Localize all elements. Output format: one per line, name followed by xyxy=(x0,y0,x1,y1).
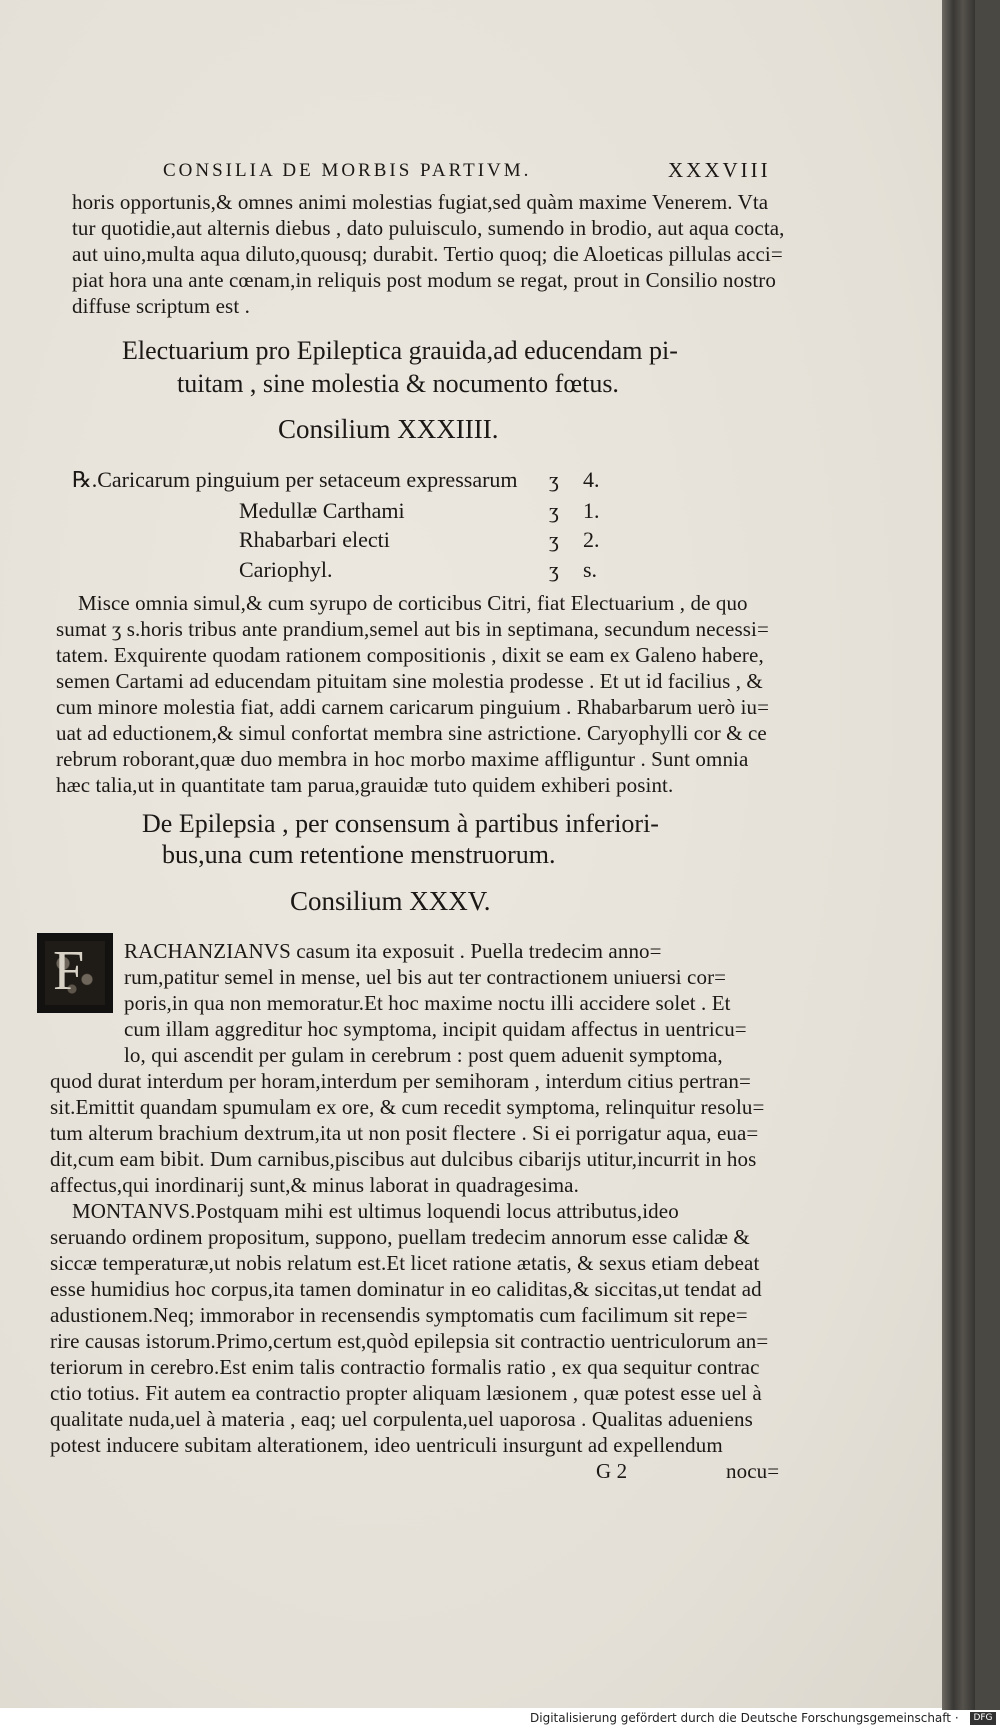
recipe-unit: ʒ xyxy=(549,557,559,582)
paragraph-line: adustionem.Neq; immorabor in recensendis symptomatis cum facilimum sit repe= xyxy=(50,1303,748,1327)
paragraph-line: siccæ temperaturæ,ut nobis relatum est.Et licet ratione ætatis, & sexus etiam debeat xyxy=(50,1251,760,1275)
section-title-line: De Epilepsia , per consensum à partibus inferiori- xyxy=(142,809,659,838)
section-title-line: Electuarium pro Epileptica grauida,ad educendam pi- xyxy=(122,336,678,365)
continuation-line: piat hora una ante cœnam,in reliquis post modum se regat, prout in Consilio nostro xyxy=(72,268,776,292)
decorated-initial xyxy=(37,933,113,1013)
paragraph-line: rum,patitur semel in mense, uel bis aut ter contractionem uniuersi cor= xyxy=(124,965,727,989)
paragraph-line: cum illam aggreditur hoc symptoma, incipit quidam affectus in uentricu= xyxy=(124,1017,747,1041)
paragraph-line: lo, qui ascendit per gulam in cerebrum : post quem aduenit symptoma, xyxy=(124,1043,723,1067)
paragraph-line: esse humidius hoc corpus,ita tamen dominatur in eo caliditas,& siccitas,ut tendat ad xyxy=(50,1277,762,1301)
digitization-credit: Digitalisierung gefördert durch die Deutsche Forschungsgemeinschaft · xyxy=(530,1711,959,1725)
paragraph-line: sumat ʒ s.horis tribus ante prandium,semel aut bis in septimana, secundum necessi= xyxy=(56,617,769,641)
section-title-line: bus,una cum retentione menstruorum. xyxy=(162,840,556,869)
paragraph-line: Misce omnia simul,& cum syrupo de corticibus Citri, fiat Electuarium , de quo xyxy=(78,591,748,615)
paragraph-line: sit.Emittit quandam spumulam ex ore, & cum recedit symptoma, relinquitur resolu= xyxy=(50,1095,765,1119)
paragraph-line: affectus,qui inordinarij sunt,& minus laborat in quadragesima. xyxy=(50,1173,579,1197)
paragraph-line: potest inducere subitam alterationem, ideo uentriculi insurgunt ad expellendum xyxy=(50,1433,723,1457)
continuation-line: horis opportunis,& omnes animi molestias fugiat,sed quàm maxime Venerem. Vta xyxy=(72,190,769,214)
consilium-heading: Consilium XXXIIII. xyxy=(278,414,499,444)
paragraph-line: cum minore molestia fiat, addi carnem caricarum pinguium . Rhabarbarum uerò iu= xyxy=(56,695,770,719)
recipe-unit: ʒ xyxy=(549,498,559,523)
paragraph-line: poris,in qua non memoratur.Et hoc maxime noctu illi accidere solet . Et xyxy=(124,991,731,1015)
continuation-line: aut uino,multa aqua diluto,quousq; durabit. Tertio quoq; die Aloeticas pillulas acci= xyxy=(72,242,783,266)
paragraph-line: tum alterum brachium dextrum,ita ut non posit flectere . Si ei porrigatur aqua, eua= xyxy=(50,1121,759,1145)
paragraph-line: seruando ordinem propositum, suppono, puellam tredecim annorum esse calidæ & xyxy=(50,1225,750,1249)
recipe-quantity: 4. xyxy=(583,467,600,492)
recipe-quantity: 1. xyxy=(583,498,600,523)
paragraph-line: quod durat interdum per horam,interdum per semihoram , interdum citius pertran= xyxy=(50,1069,751,1093)
paragraph-line: qualitate nuda,uel à materia , eaq; uel corpulenta,uel uaporosa . Qualitas adueniens xyxy=(50,1407,753,1431)
running-title: CONSILIA DE MORBIS PARTIVM. xyxy=(163,160,532,181)
recipe-ingredient: Rhabarbari electi xyxy=(239,527,390,552)
paragraph-line: tatem. Exquirente quodam rationem compositionis , dixit se eam ex Galeno habere, xyxy=(56,643,764,667)
recipe-unit: ʒ xyxy=(549,467,559,492)
section-title-line: tuitam , sine molestia & nocumento fœtus. xyxy=(177,369,619,398)
paragraph-line: rire causas istorum.Primo,certum est,quòd epilepsia sit contractio uentriculorum an= xyxy=(50,1329,769,1353)
page-edge-shade xyxy=(975,0,1000,1710)
paragraph-line: dit,cum eam bibit. Dum carnibus,piscibus aut dulcibus cibarijs utitur,incurrit in hos xyxy=(50,1147,757,1171)
recipe-quantity: 2. xyxy=(583,527,600,552)
paragraph-line: semen Cartami ad educendam pituitam sine molestia prodesse . Et ut id facilius , & xyxy=(56,669,763,693)
paragraph-line: ctio totius. Fit autem ea contractio propter aliquam læsionem , quæ potest esse uel à xyxy=(50,1381,762,1405)
recipe-unit: ʒ xyxy=(549,527,559,552)
continuation-line: diffuse scriptum est . xyxy=(72,294,250,318)
continuation-line: tur quotidie,aut alternis diebus , dato puluisculo, sumendo in brodio, aut aqua cocta, xyxy=(72,216,785,240)
paragraph-line: rebrum roborant,quæ duo membra in hoc morbo maxime affliguntur . Sunt omnia xyxy=(56,747,749,771)
paragraph-line: RACHANZIANVS casum ita exposuit . Puella tredecim anno= xyxy=(124,939,662,963)
paragraph-line: teriorum in cerebro.Est enim talis contractio formalis ratio , ex qua sequitur contrac xyxy=(50,1355,760,1379)
consilium-heading: Consilium XXXV. xyxy=(290,886,491,916)
signature-mark: G 2 xyxy=(596,1459,628,1483)
recipe-ingredient: ℞.Caricarum pinguium per setaceum expressarum xyxy=(72,467,518,492)
folio-number: XXXVIII xyxy=(668,158,771,182)
paragraph-line: hæc talia,ut in quantitate tam parua,grauidæ tuto quidem exhiberi posint. xyxy=(56,773,674,797)
recipe-ingredient: Cariophyl. xyxy=(239,557,333,582)
recipe-ingredient: Medullæ Carthami xyxy=(239,498,405,523)
paragraph-line: uat ad eductionem,& simul confortat membra sine astrictione. Caryophylli cor & ce xyxy=(56,721,767,745)
catchword: nocu= xyxy=(726,1459,780,1483)
recipe-quantity: s. xyxy=(583,557,598,582)
dfg-logo: DFG xyxy=(970,1712,996,1725)
initial-letter: F xyxy=(53,940,85,1002)
paragraph-line: MONTANVS.Postquam mihi est ultimus loquendi locus attributus,ideo xyxy=(72,1199,679,1223)
